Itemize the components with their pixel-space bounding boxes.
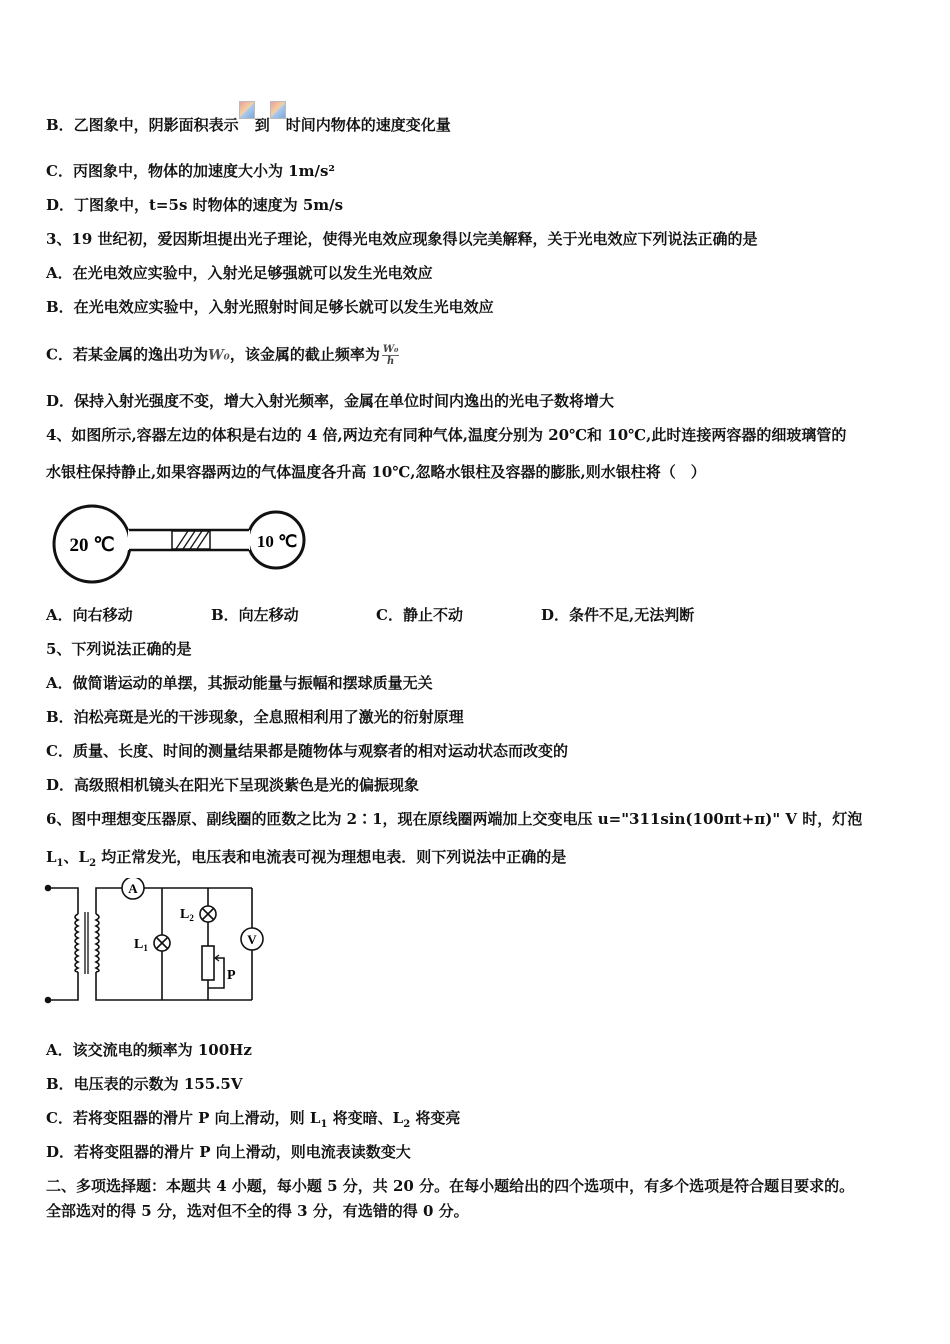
question-6-stem-line2: $L_1$、$L_2$ 均正常发光，电压表和电流表可视为理想电表．则下列说法中正确的是: [46, 848, 567, 869]
q3-option-a: A．在光电效应实验中，入射光足够强就可以发生光电效应: [46, 264, 433, 282]
q4-option-a: A．向右移动: [46, 606, 133, 624]
option-c-acceleration: C．丙图象中，物体的加速度大小为 1m/s²: [46, 162, 335, 180]
ammeter-label: A: [128, 881, 138, 896]
q3-option-c: C．若某金属的逸出功为W₀，该金属的截止频率为 $\frac{\text{W₀}}{h}$: [46, 344, 399, 367]
q6-option-b: B．电压表的示数为 155.5V: [46, 1075, 243, 1093]
fraction: $\frac{\text{W₀}}{h}$: [382, 344, 399, 367]
voltmeter-label: V: [247, 932, 257, 947]
broken-image-icon: [270, 101, 286, 119]
q6-option-a: A．该交流电的频率为 100Hz: [46, 1041, 252, 1059]
q5-option-a: A．做简谐运动的单摆，其振动能量与振幅和摆球质量无关: [46, 674, 433, 692]
q4-option-d: D．条件不足,无法判断: [541, 606, 695, 624]
question-4-stem-line2: 水银柱保持静止,如果容器两边的气体温度各升高 10℃,忽略水银柱及容器的膨胀,则水银柱将（ ）: [46, 463, 706, 481]
transformer-circuit-figure: [40, 878, 270, 1008]
secondary-coil: [96, 914, 99, 972]
q4-option-b: B．向左移动: [211, 606, 299, 624]
question-6-stem-line1: 6、图中理想变压器原、副线圈的匝数之比为 2∶1，现在原线圈两端加上交变电压 u="311sin(100πt+π)" V 时，灯泡: [46, 810, 863, 828]
question-4-stem-line1: 4、如图所示,容器左边的体积是右边的 4 倍,两边充有同种气体,温度分别为 20℃和 10℃,此时连接两容器的细玻璃管的: [46, 426, 847, 444]
section-2-heading-line2: 全部选对的得 5 分，选对但不全的得 3 分，有选错的得 0 分。: [46, 1202, 469, 1220]
right-temperature: 10 ℃: [256, 532, 298, 551]
rheostat: [202, 946, 214, 980]
lamp-l1-icon: [154, 935, 170, 951]
lamp-l2-icon: [200, 906, 216, 922]
q4-option-c: C．静止不动: [376, 606, 463, 624]
option-b-shaded-area: B．乙图象中，阴影面积表示 到 时间内物体的速度变化量: [46, 115, 920, 135]
q5-option-d: D．高级照相机镜头在阳光下呈现淡紫色是光的偏振现象: [46, 776, 420, 794]
section-2-heading-line1: 二、多项选择题：本题共 4 小题，每小题 5 分，共 20 分。在每小题给出的四个选项中，有多个选项是符合题目要求的。: [46, 1177, 855, 1195]
lamp-l2-label: $L_2$: [180, 907, 194, 923]
broken-image-icon: [239, 101, 255, 119]
gas-containers-figure: [46, 500, 306, 592]
question-3-stem: 3、19 世纪初，爱因斯坦提出光子理论，使得光电效应现象得以完美解释，关于光电效应下列说法正确的是: [46, 230, 758, 248]
lamp-l1-label: $L_1$: [134, 937, 148, 953]
left-temperature: 20 ℃: [69, 535, 115, 556]
slider-label: P: [227, 968, 236, 983]
q3-option-b: B．在光电效应实验中，入射光照射时间足够长就可以发生光电效应: [46, 298, 494, 316]
q6-option-c: C．若将变阻器的滑片 P 向上滑动，则 $L_1$ 将变暗、$L_2$ 将变亮: [46, 1109, 461, 1130]
q6-option-d: D．若将变阻器的滑片 P 向上滑动，则电流表读数变大: [46, 1143, 411, 1161]
q5-option-c: C．质量、长度、时间的测量结果都是随物体与观察者的相对运动状态而改变的: [46, 742, 568, 760]
q5-option-b: B．泊松亮斑是光的干涉现象，全息照相利用了激光的衍射原理: [46, 708, 464, 726]
mercury-column: [172, 531, 210, 549]
option-d-velocity: D．丁图象中，t=5s 时物体的速度为 5m/s: [46, 196, 344, 214]
q3-option-d: D．保持入射光强度不变，增大入射光频率，金属在单位时间内逸出的光电子数将增大: [46, 392, 615, 410]
primary-coil: [75, 914, 78, 972]
question-5-stem: 5、下列说法正确的是: [46, 640, 192, 658]
